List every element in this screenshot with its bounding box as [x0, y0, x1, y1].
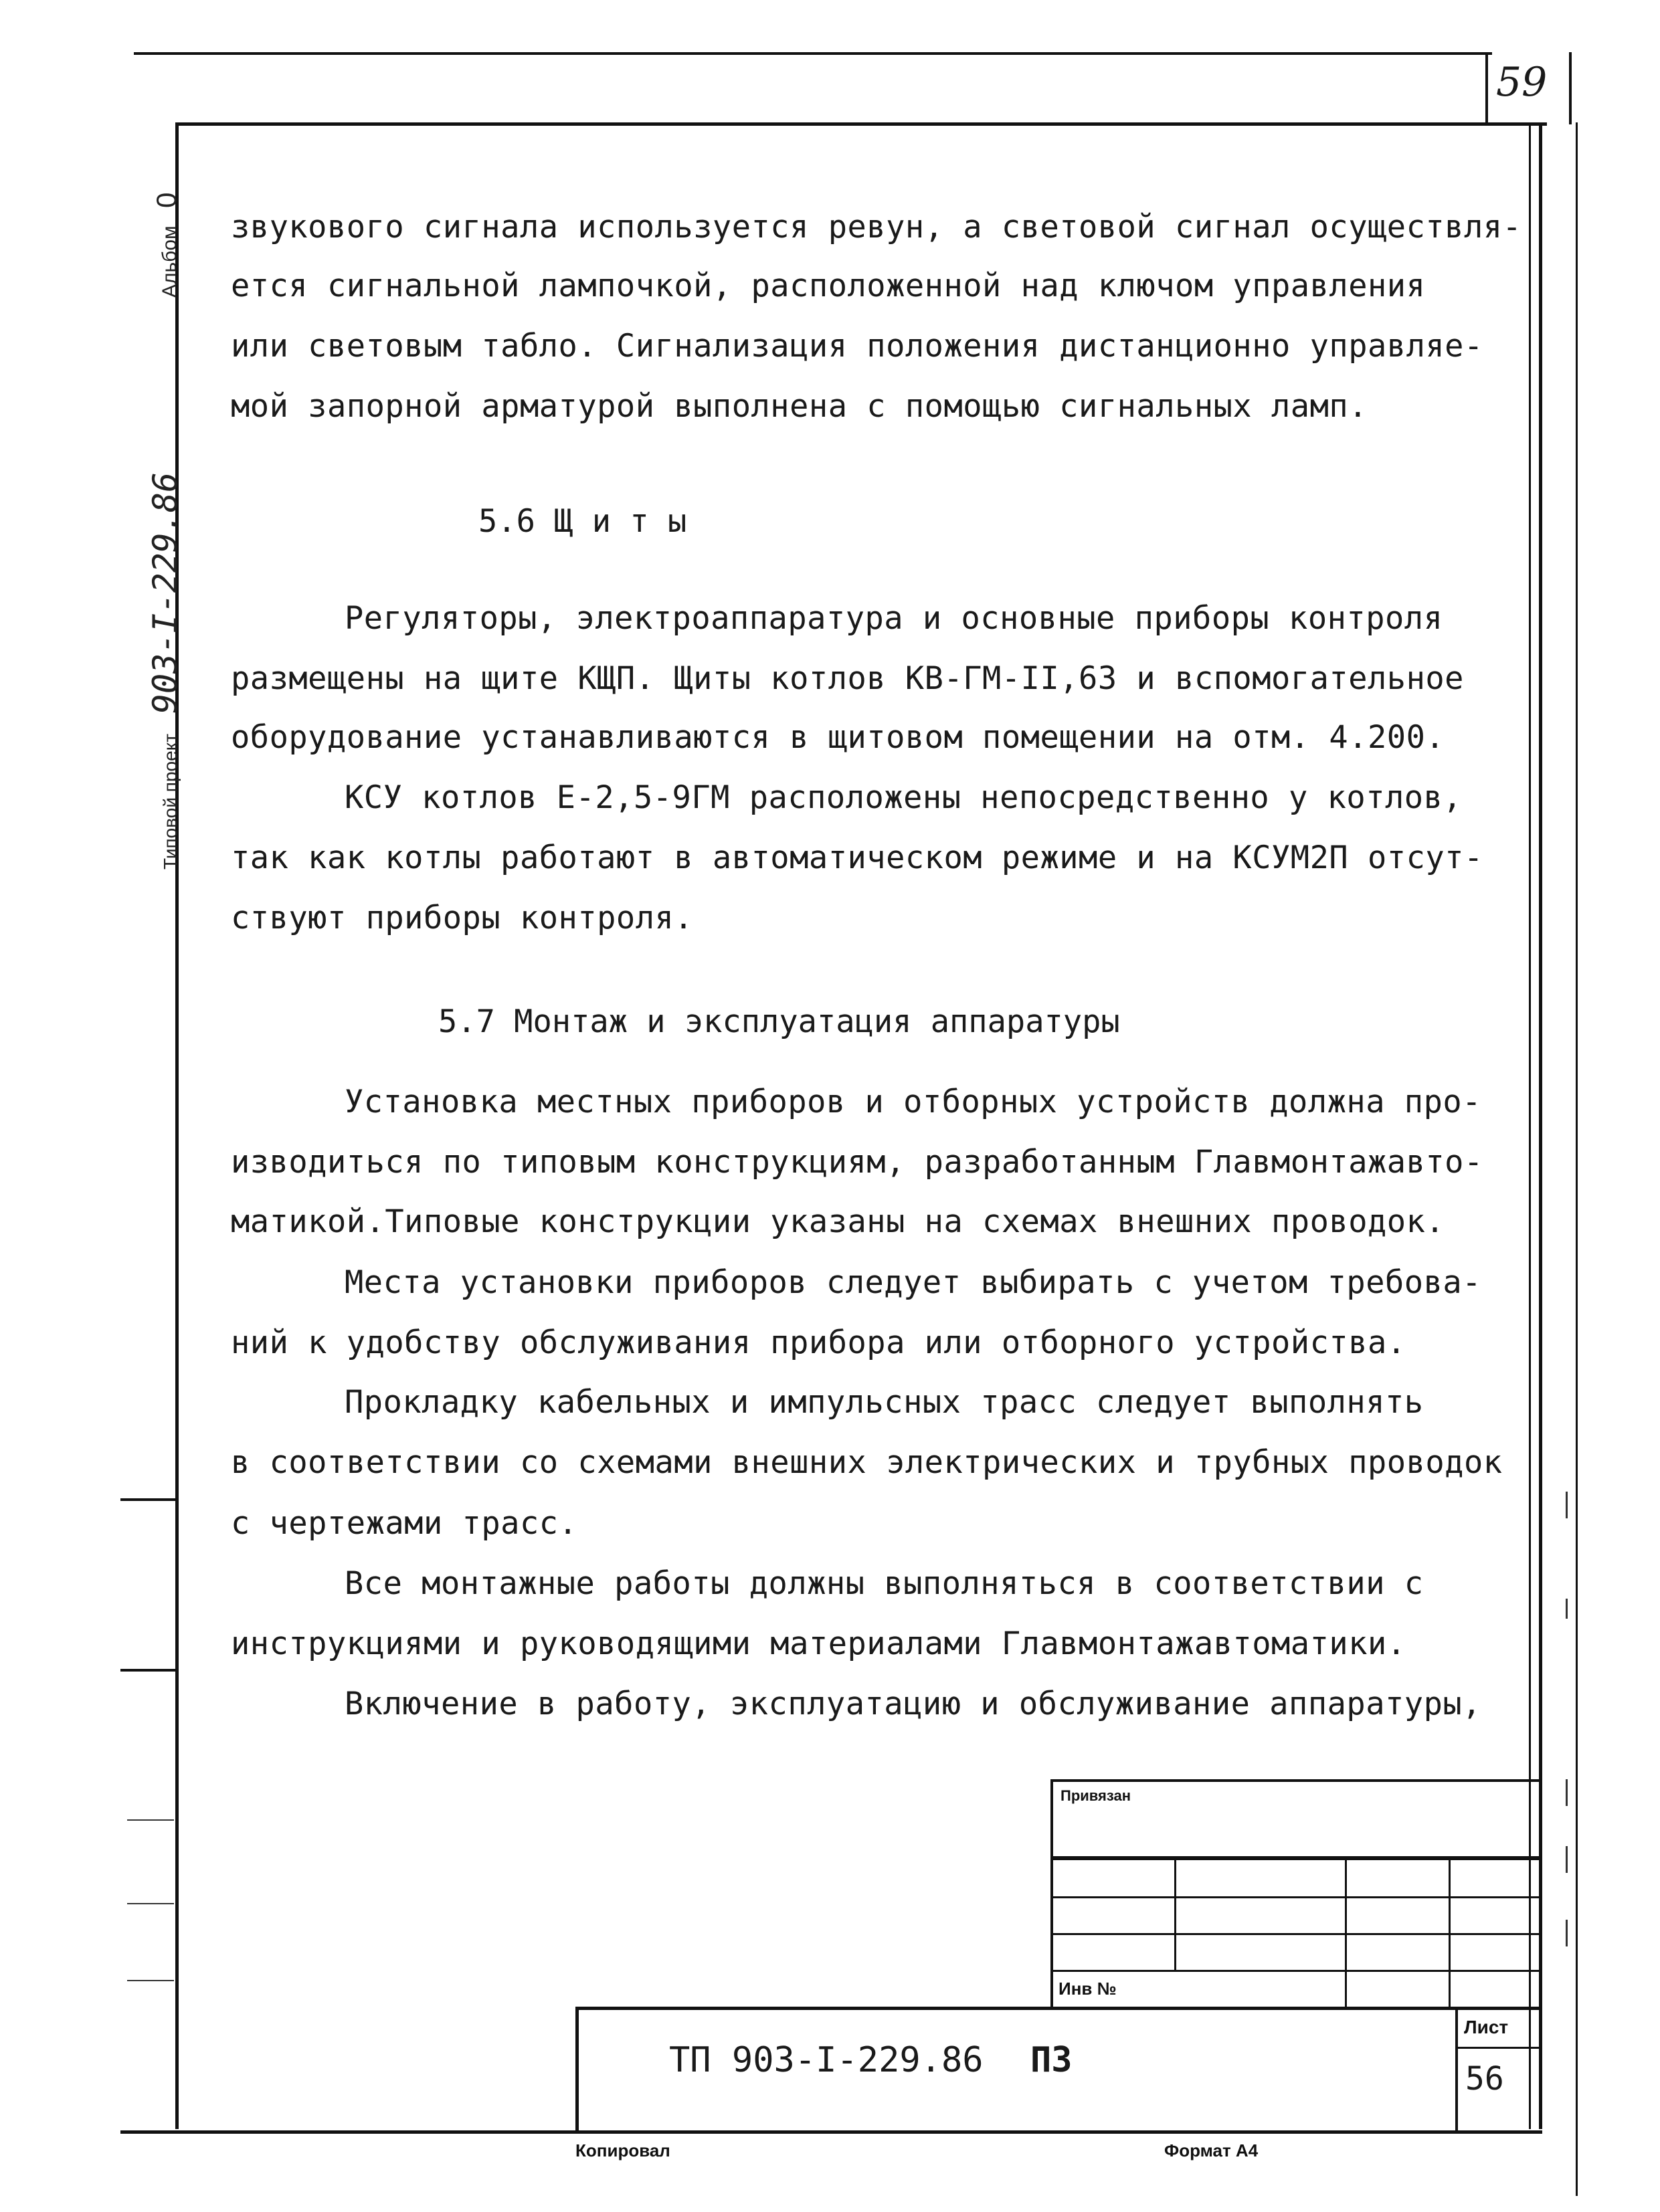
stamp-line	[1050, 1779, 1053, 2007]
album-label-text: Альбом	[159, 225, 181, 298]
text-line: Включение в работу, эксплуатацию и обслуживание аппаратуры,	[345, 1686, 1481, 1722]
inv-number-label: Инв №	[1058, 1979, 1117, 1999]
section-5-7-title: 5.7 Монтаж и эксплуатация аппаратуры	[438, 1003, 1120, 1040]
frame-top-line	[175, 122, 1547, 126]
text-line: размещены на щите КЩП. Щиты котлов КВ-ГМ-II,63 и вспомогательное	[231, 660, 1464, 697]
privyazan-label: Привязан	[1060, 1787, 1131, 1804]
text-line: в соответствии со схемами внешних электрических и трубных проводок	[231, 1444, 1503, 1481]
stamp-line	[575, 2007, 579, 2132]
text-line: мой запорной арматурой выполнена с помощью сигнальных ламп.	[231, 388, 1368, 425]
sheet-label: Лист	[1464, 2017, 1509, 2037]
stamp-line	[1345, 1858, 1347, 2007]
stamp-line	[1455, 2047, 1542, 2049]
text-line: ний к удобству обслуживания прибора или отборного устройства.	[231, 1324, 1406, 1361]
text-line: Установка местных приборов и отборных устройств должна про-	[345, 1084, 1481, 1120]
project-label	[146, 472, 185, 870]
text-line: Регуляторы, электроаппаратура и основные приборы контроля	[345, 600, 1443, 637]
stamp-line	[1050, 1970, 1542, 1972]
document-code: ПЗ	[1030, 2040, 1073, 2080]
text-line: КСУ котлов Е-2,5-9ГМ расположены непосредственно у котлов,	[345, 779, 1463, 816]
text-line: ствуют приборы контроля.	[231, 900, 694, 936]
stamp-line	[1050, 1779, 1542, 1782]
page-number-box-left	[1485, 52, 1488, 124]
project-code: 903-I-229.86	[146, 472, 185, 714]
album-number: 0	[151, 192, 182, 209]
frame-right-line-outer	[1576, 122, 1578, 2196]
page-number: 59	[1496, 59, 1548, 106]
binding-mark-1	[120, 1498, 177, 1501]
right-tick-2	[1566, 1599, 1568, 1619]
text-line: изводиться по типовым конструкциям, разработанным Главмонтажавто-	[231, 1144, 1483, 1181]
text-line: матикой.Типовые конструкции указаны на схемах внешних проводок.	[231, 1203, 1445, 1240]
right-tick-1	[1566, 1492, 1568, 1518]
binding-dash-2	[127, 1903, 174, 1904]
text-line: оборудование устанавливаются в щитовом помещении на отм. 4.200.	[231, 719, 1445, 756]
frame-left-line	[175, 122, 179, 2129]
text-line: Прокладку кабельных и импульсных трасс следует выполнять	[345, 1384, 1424, 1421]
right-tick-5	[1566, 1920, 1568, 1946]
binding-mark-2	[120, 1669, 177, 1672]
frame-right-line-inner	[1529, 122, 1531, 2129]
format-label: Формат А4	[1164, 2140, 1259, 2160]
binding-dash-1	[127, 1819, 174, 1821]
text-line: так как котлы работают в автоматическом режиме и на КСУМ2П отсут-	[231, 839, 1483, 876]
project-label-text: Типовой проект	[160, 733, 181, 870]
stamp-line	[1455, 2007, 1458, 2132]
page-number-box-right	[1569, 52, 1572, 124]
document-designation: ТП 903-I-229.86	[669, 2040, 984, 2080]
stamp-line	[575, 2007, 1542, 2010]
frame-right-line	[1539, 122, 1542, 2129]
frame-bottom-line	[120, 2130, 1542, 2134]
copied-label: Копировал	[575, 2140, 670, 2160]
text-line: Места установки приборов следует выбирать с учетом требова-	[345, 1264, 1481, 1301]
text-line: Все монтажные работы должны выполняться в соответствии с	[345, 1565, 1424, 1602]
sheet-number: 56	[1465, 2060, 1504, 2098]
right-tick-3	[1566, 1779, 1568, 1806]
text-line: ется сигнальной лампочкой, расположенной над ключом управления	[231, 268, 1426, 304]
stamp-line	[1050, 1896, 1542, 1898]
text-line: с чертежами трасс.	[231, 1505, 578, 1542]
section-5-6-title: 5.6 Щ и т ы	[478, 503, 687, 540]
stamp-line	[1050, 1933, 1542, 1935]
binding-dash-3	[127, 1980, 174, 1981]
album-label	[151, 193, 183, 298]
text-line: звукового сигнала используется ревун, а световой сигнал осуществля-	[231, 209, 1522, 245]
stamp-line	[1050, 1856, 1542, 1860]
stamp-line	[1449, 1858, 1451, 2007]
stamp-line	[1174, 1858, 1176, 1972]
right-tick-4	[1566, 1846, 1568, 1873]
text-line: или световым табло. Сигнализация положения дистанционно управляе-	[231, 328, 1483, 365]
top-border-line	[134, 52, 1492, 55]
text-line: инструкциями и руководящими материалами Главмонтажавтоматики.	[231, 1625, 1406, 1662]
